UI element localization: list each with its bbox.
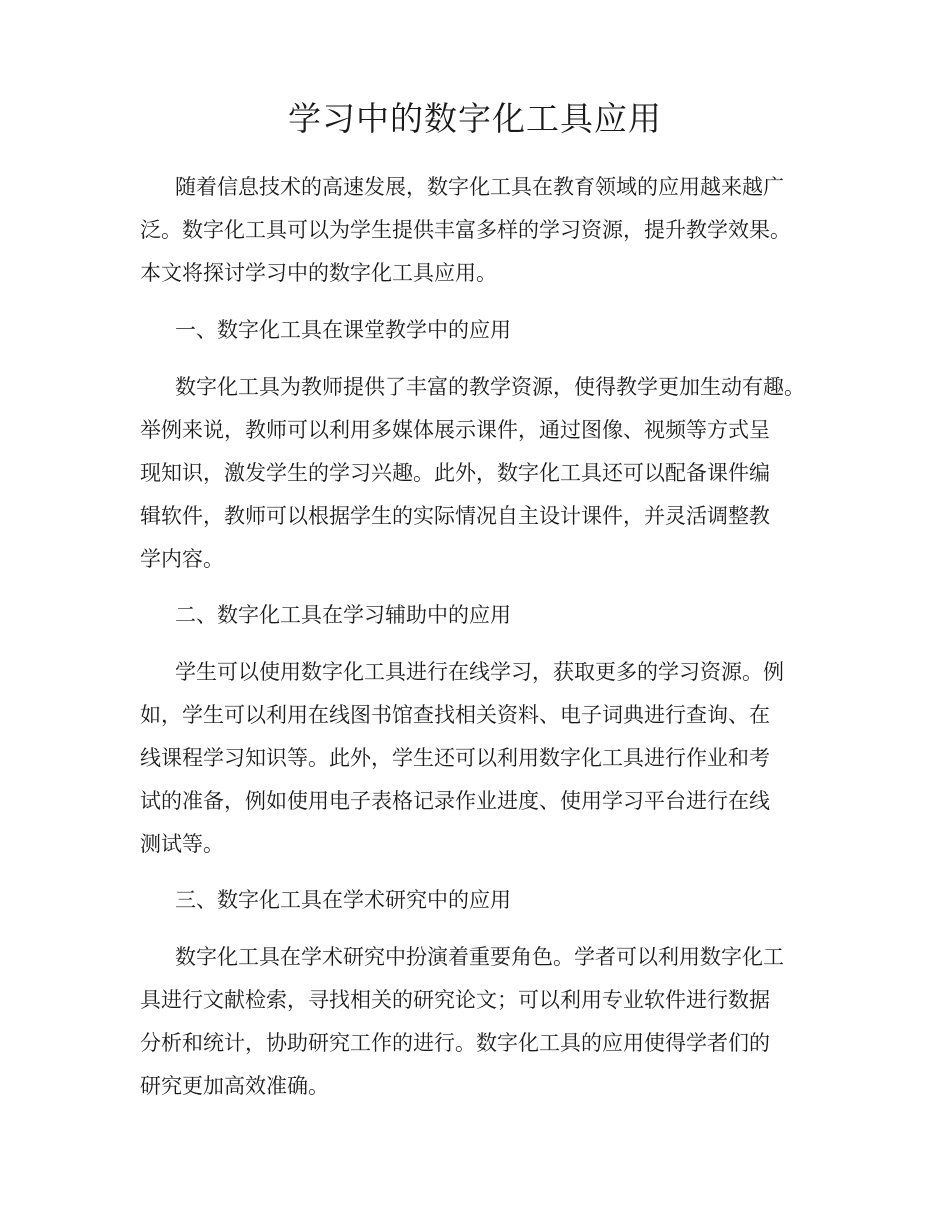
paragraph-line: 泛。数字化工具可以为学生提供丰富多样的学习资源，提升教学效果。: [140, 218, 791, 242]
paragraph-line: 线课程学习知识等。此外，学生还可以利用数字化工具进行作业和考: [140, 746, 770, 770]
paragraph-line: 学内容。: [140, 547, 224, 571]
paragraph-line: 如，学生可以利用在线图书馆查找相关资料、电子词典进行查询、在: [140, 703, 770, 727]
paragraph-line: 研究更加高效准确。: [140, 1074, 329, 1098]
paragraph-line: 试的准备，例如使用电子表格记录作业进度、使用学习平台进行在线: [140, 789, 770, 813]
section-heading: 二、数字化工具在学习辅助中的应用: [175, 603, 511, 627]
paragraph-line: 分析和统计，协助研究工作的进行。数字化工具的应用使得学者们的: [140, 1031, 770, 1055]
paragraph-line: 本文将探讨学习中的数字化工具应用。: [140, 261, 497, 285]
paragraph-line: 具进行文献检索，寻找相关的研究论文；可以利用专业软件进行数据: [140, 988, 770, 1012]
paragraph-line: 数字化工具在学术研究中扮演着重要角色。学者可以利用数字化工: [175, 945, 784, 969]
paragraph-line: 数字化工具为教师提供了丰富的教学资源，使得教学更加生动有趣。: [175, 375, 805, 399]
paragraph-line: 举例来说，教师可以利用多媒体展示课件，通过图像、视频等方式呈: [140, 418, 770, 442]
paragraph-line: 现知识，激发学生的学习兴趣。此外，数字化工具还可以配备课件编: [140, 461, 770, 485]
document-title: 学习中的数字化工具应用: [288, 99, 662, 138]
paragraph-line: 学生可以使用数字化工具进行在线学习，获取更多的学习资源。例: [175, 660, 784, 684]
paragraph-line: 随着信息技术的高速发展，数字化工具在教育领域的应用越来越广: [175, 175, 784, 199]
section-heading: 三、数字化工具在学术研究中的应用: [175, 888, 511, 912]
section-heading: 一、数字化工具在课堂教学中的应用: [175, 318, 511, 342]
paragraph-line: 测试等。: [140, 832, 224, 856]
paragraph-line: 辑软件，教师可以根据学生的实际情况自主设计课件，并灵活调整教: [140, 504, 770, 528]
